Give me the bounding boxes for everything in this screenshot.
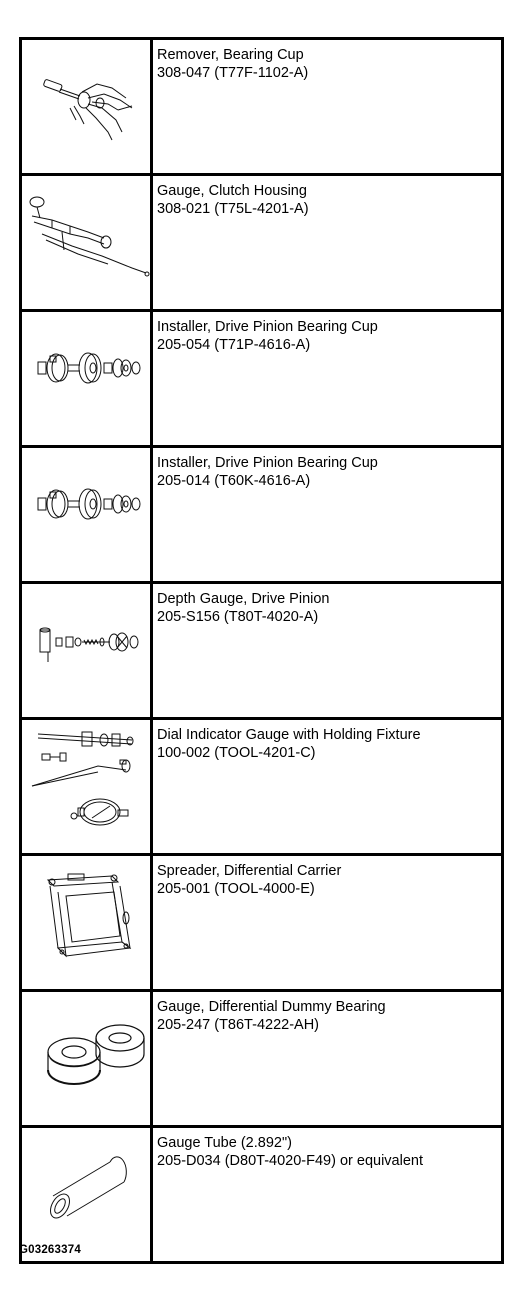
tool-name: Spreader, Differential Carrier xyxy=(157,863,342,879)
tool-part-number: 308-047 (T77F-1102-A) xyxy=(157,65,309,81)
tool-description-cell xyxy=(152,719,503,855)
tool-row xyxy=(21,1127,503,1263)
tool-row xyxy=(21,719,503,855)
tool-part-number: 205-D034 (D80T-4020-F49) or equivalent xyxy=(157,1153,423,1169)
tool-name: Installer, Drive Pinion Bearing Cup xyxy=(157,319,378,335)
tool-description-cell xyxy=(152,1127,503,1263)
tool-description-cell xyxy=(152,39,503,175)
tool-row xyxy=(21,855,503,991)
dial-indicator-fixture-icon xyxy=(22,720,150,847)
tool-part-number: 205-001 (TOOL-4000-E) xyxy=(157,881,315,897)
tool-description-cell xyxy=(152,447,503,583)
tool-row xyxy=(21,447,503,583)
tool-name: Depth Gauge, Drive Pinion xyxy=(157,591,330,607)
tool-illustration-cell xyxy=(21,175,152,311)
tool-part-number: 205-014 (T60K-4616-A) xyxy=(157,473,311,489)
tool-name: Gauge, Clutch Housing xyxy=(157,183,307,199)
dummy-bearing-gauge-icon xyxy=(22,992,150,1119)
tool-illustration-cell xyxy=(21,855,152,991)
carrier-spreader-icon xyxy=(22,856,150,983)
tool-illustration-cell xyxy=(21,991,152,1127)
tool-illustration-cell xyxy=(21,1127,152,1263)
tool-row xyxy=(21,175,503,311)
tool-part-number: 205-S156 (T80T-4020-A) xyxy=(157,609,319,625)
tool-name: Gauge, Differential Dummy Bearing xyxy=(157,999,386,1015)
tool-part-number: 205-247 (T86T-4222-AH) xyxy=(157,1017,319,1033)
tool-description-cell xyxy=(152,583,503,719)
tool-row xyxy=(21,39,503,175)
tool-illustration-cell xyxy=(21,447,152,583)
pinion-bearing-cup-installer-icon xyxy=(22,448,150,575)
special-tools-table xyxy=(19,37,504,1264)
tool-description-cell xyxy=(152,311,503,447)
tool-description-cell xyxy=(152,991,503,1127)
tool-name: Dial Indicator Gauge with Holding Fixture xyxy=(157,727,421,743)
tool-part-number: 308-021 (T75L-4201-A) xyxy=(157,201,309,217)
clutch-housing-gauge-icon xyxy=(22,176,150,303)
tool-illustration-cell xyxy=(21,719,152,855)
bearing-cup-remover-icon xyxy=(22,40,150,167)
figure-id: G03263374 xyxy=(19,1244,81,1256)
tool-part-number: 100-002 (TOOL-4201-C) xyxy=(157,745,316,761)
tool-illustration-cell xyxy=(21,39,152,175)
tool-name: Remover, Bearing Cup xyxy=(157,47,304,63)
tool-row xyxy=(21,583,503,719)
pinion-depth-gauge-icon xyxy=(22,584,150,711)
tool-name: Installer, Drive Pinion Bearing Cup xyxy=(157,455,378,471)
tool-part-number: 205-054 (T71P-4616-A) xyxy=(157,337,311,353)
tool-description-cell xyxy=(152,855,503,991)
tool-name: Gauge Tube (2.892") xyxy=(157,1135,292,1151)
tool-illustration-cell xyxy=(21,311,152,447)
tool-row xyxy=(21,991,503,1127)
tool-illustration-cell xyxy=(21,583,152,719)
pinion-bearing-cup-installer-icon xyxy=(22,312,150,439)
gauge-tube-icon xyxy=(22,1128,150,1255)
tool-row xyxy=(21,311,503,447)
tool-description-cell xyxy=(152,175,503,311)
